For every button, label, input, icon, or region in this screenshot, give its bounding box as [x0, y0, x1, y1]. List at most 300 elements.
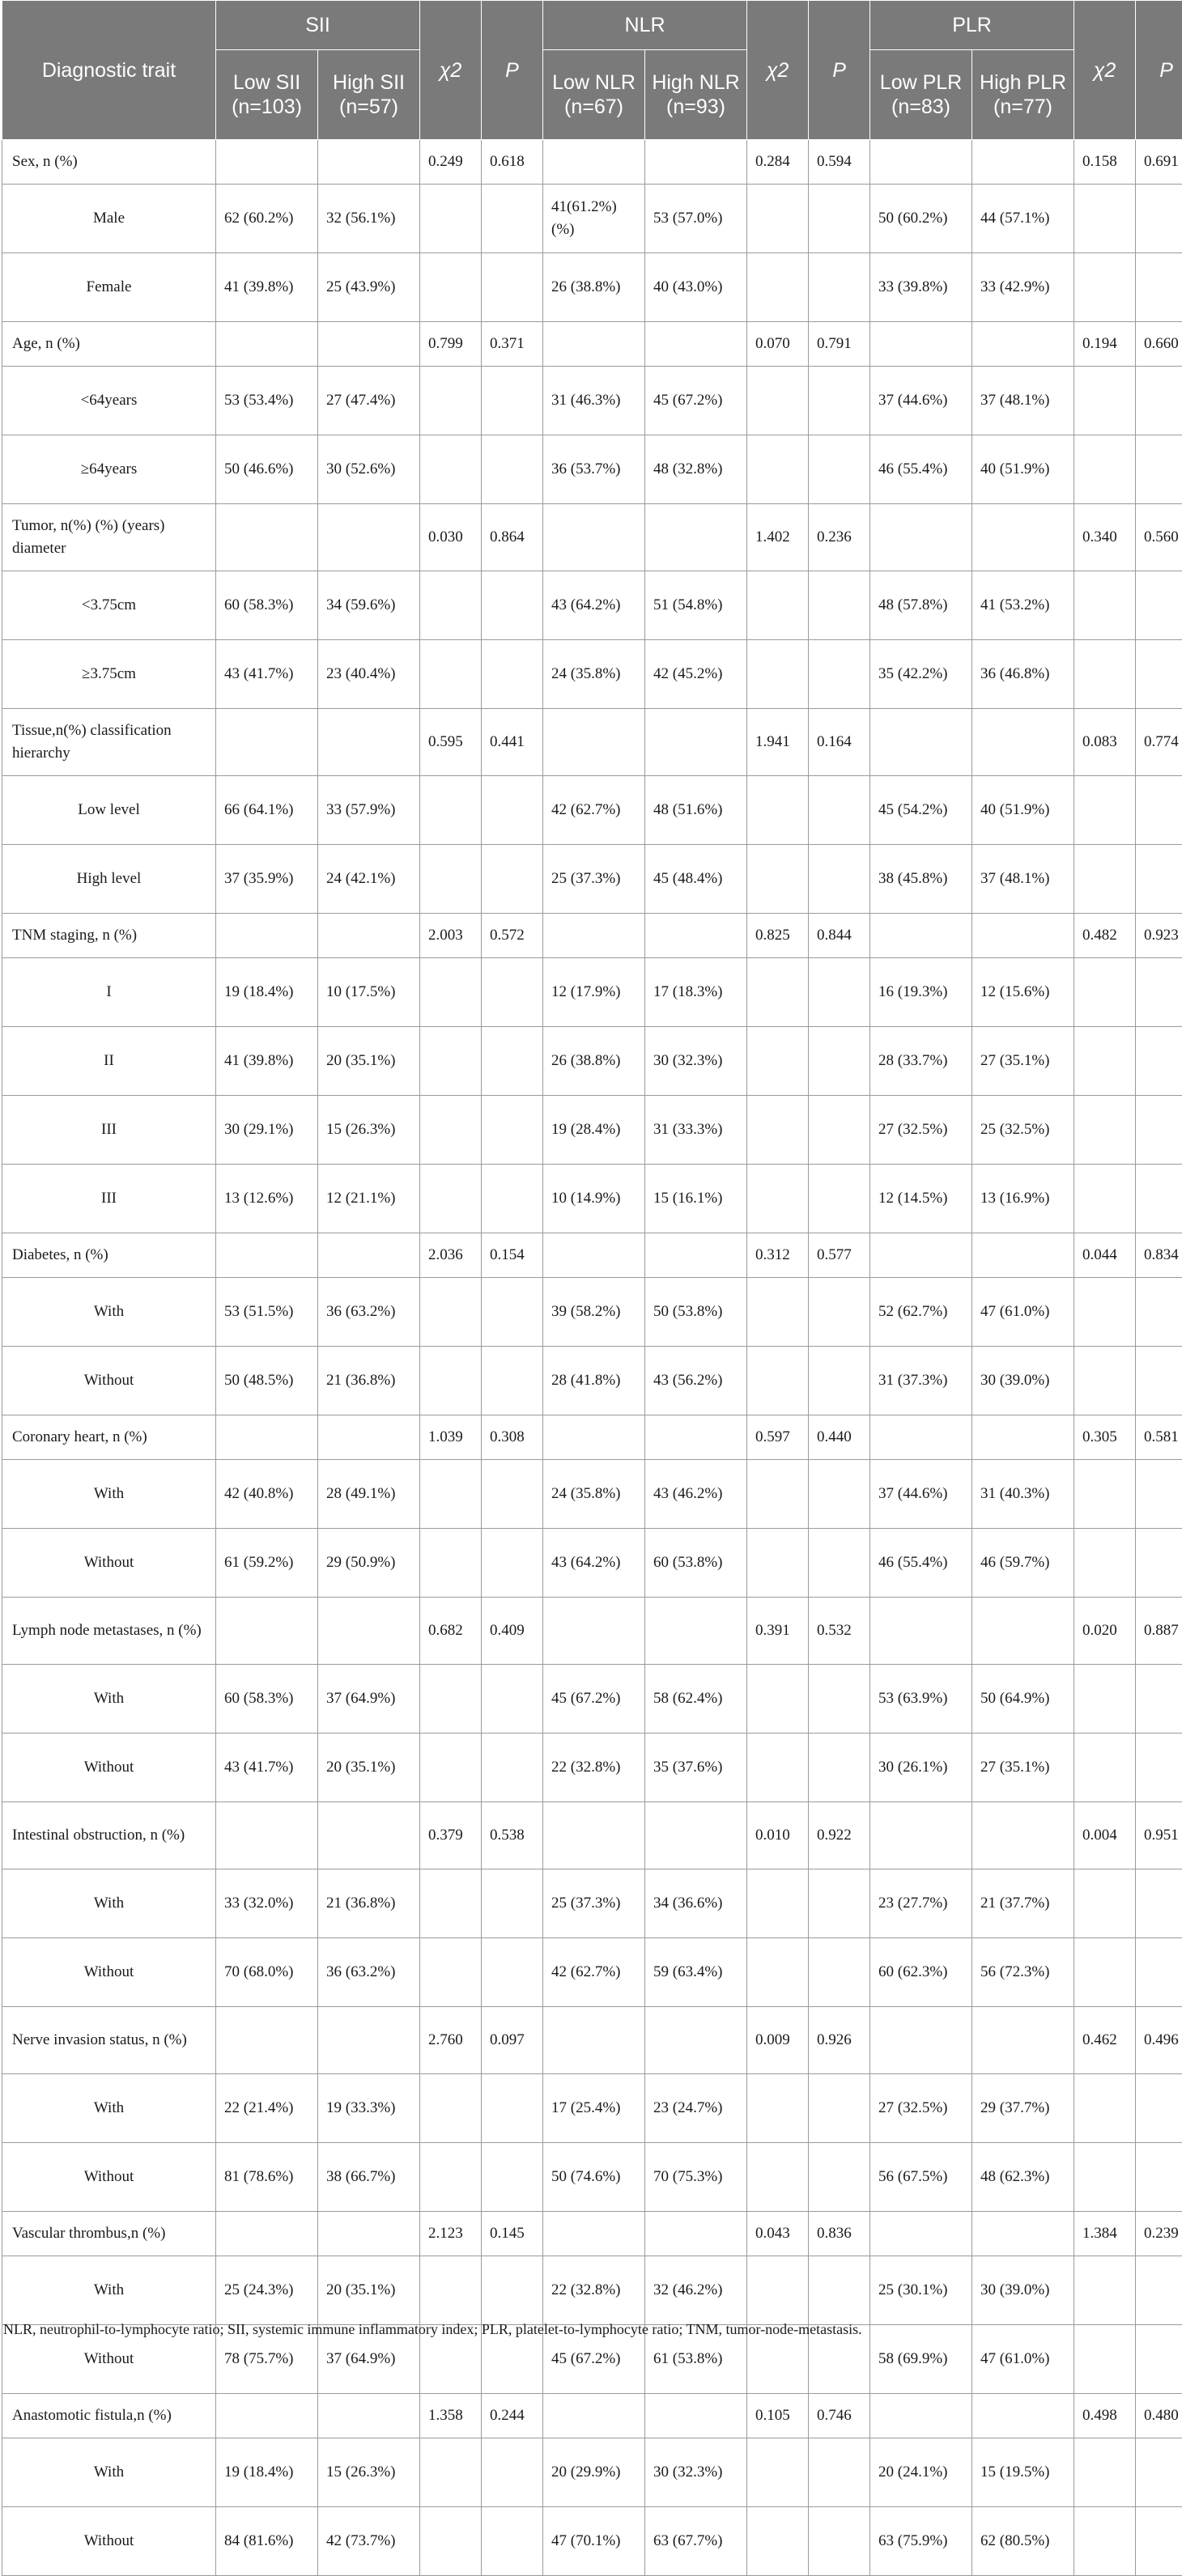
table-cell — [1074, 1027, 1136, 1096]
table-cell: 0.020 — [1074, 1598, 1136, 1665]
table-row-item — [2, 2507, 1182, 2576]
table-cell — [216, 2007, 318, 2074]
table-cell — [1074, 571, 1136, 640]
table-cell — [1074, 2507, 1136, 2576]
table-cell — [1074, 1869, 1136, 1938]
table-cell: 0.799 — [420, 322, 482, 367]
table-cell: 42 (40.8%) — [216, 1460, 318, 1529]
subcategory-label: With — [2, 1278, 216, 1347]
table-cell: 12 (14.5%) — [870, 1165, 972, 1233]
table-cell — [543, 2007, 645, 2074]
table-cell: 40 (51.9%) — [972, 776, 1074, 845]
table-cell: 0.682 — [420, 1598, 482, 1665]
table-cell: 48 (62.3%) — [972, 2143, 1074, 2212]
table-cell: 0.308 — [482, 1415, 543, 1460]
table-body — [2, 140, 1182, 2576]
subcategory-label: Without — [2, 2507, 216, 2576]
table-cell: 0.305 — [1074, 1415, 1136, 1460]
table-row-group — [2, 1415, 1182, 1460]
subcategory-label: II — [2, 1027, 216, 1096]
table-cell: 20 (35.1%) — [318, 2256, 420, 2325]
table-cell — [543, 1802, 645, 1869]
table-cell — [972, 1598, 1074, 1665]
table-cell — [318, 140, 420, 185]
table-cell: 19 (18.4%) — [216, 958, 318, 1027]
header-p: P — [809, 1, 870, 140]
table-cell — [1136, 1529, 1182, 1598]
table-cell: 0.595 — [420, 709, 482, 776]
trait-label: Tissue,n(%) classification hierarchy — [2, 709, 216, 776]
table-cell: 50 (74.6%) — [543, 2143, 645, 2212]
table-cell: 43 (41.7%) — [216, 640, 318, 709]
table-cell: 0.164 — [809, 709, 870, 776]
table-cell: 0.312 — [747, 1233, 809, 1278]
header-chi2: χ2 — [747, 1, 809, 140]
table-cell — [1074, 1938, 1136, 2007]
trait-label: Coronary heart, n (%) — [2, 1415, 216, 1460]
table-cell — [747, 1278, 809, 1347]
table-cell: 36 (63.2%) — [318, 1278, 420, 1347]
table-cell — [420, 2507, 482, 2576]
table-cell — [1136, 1096, 1182, 1165]
table-cell: 16 (19.3%) — [870, 958, 972, 1027]
table-cell — [543, 322, 645, 367]
table-cell — [1074, 1096, 1136, 1165]
table-cell: 50 (60.2%) — [870, 185, 972, 253]
table-cell: 15 (26.3%) — [318, 2438, 420, 2507]
table-cell: 0.236 — [809, 504, 870, 571]
table-cell: 0.371 — [482, 322, 543, 367]
table-cell: 43 (46.2%) — [645, 1460, 747, 1529]
table-cell — [482, 2143, 543, 2212]
table-cell — [1074, 958, 1136, 1027]
table-cell — [747, 435, 809, 504]
table-cell — [482, 1460, 543, 1529]
table-cell: 47 (61.0%) — [972, 1278, 1074, 1347]
table-cell — [1136, 1278, 1182, 1347]
table-row-group — [2, 2212, 1182, 2256]
table-cell: 13 (16.9%) — [972, 1165, 1074, 1233]
table-cell: 45 (67.2%) — [543, 2325, 645, 2394]
table-cell: 43 (64.2%) — [543, 1529, 645, 1598]
table-cell — [747, 776, 809, 845]
table-cell — [645, 1233, 747, 1278]
table-cell: 24 (42.1%) — [318, 845, 420, 914]
table-cell — [870, 914, 972, 958]
table-cell: 50 (53.8%) — [645, 1278, 747, 1347]
table-cell — [543, 504, 645, 571]
table-cell — [870, 1802, 972, 1869]
table-cell: 0.083 — [1074, 709, 1136, 776]
table-cell — [1074, 1529, 1136, 1598]
table-cell — [216, 1233, 318, 1278]
table-cell — [1136, 2438, 1182, 2507]
table-cell: 35 (37.6%) — [645, 1734, 747, 1802]
trait-label: Sex, n (%) — [2, 140, 216, 185]
table-cell — [420, 1938, 482, 2007]
header-high-nlr: High NLR (n=93) — [645, 50, 747, 140]
table-cell: 33 (42.9%) — [972, 253, 1074, 322]
table-cell: 37 (44.6%) — [870, 1460, 972, 1529]
table-cell: 2.003 — [420, 914, 482, 958]
table-cell: 42 (62.7%) — [543, 776, 645, 845]
table-cell: 42 (73.7%) — [318, 2507, 420, 2576]
table-cell: 25 (32.5%) — [972, 1096, 1074, 1165]
table-cell: 1.384 — [1074, 2212, 1136, 2256]
table-cell — [870, 2394, 972, 2438]
table-cell — [1136, 1165, 1182, 1233]
table-cell — [870, 322, 972, 367]
table-cell — [482, 253, 543, 322]
table-cell — [1136, 185, 1182, 253]
table-cell — [420, 1347, 482, 1415]
table-cell — [318, 709, 420, 776]
table-cell: 0.774 — [1136, 709, 1182, 776]
table-cell: 0.154 — [482, 1233, 543, 1278]
table-cell: 0.043 — [747, 2212, 809, 2256]
table-cell — [1074, 1278, 1136, 1347]
table-row-item — [2, 571, 1182, 640]
table-cell — [1074, 640, 1136, 709]
table-cell — [543, 140, 645, 185]
table-cell — [747, 253, 809, 322]
table-cell: 42 (45.2%) — [645, 640, 747, 709]
table-cell — [420, 1278, 482, 1347]
table-cell — [1136, 776, 1182, 845]
header-high-sii: High SII (n=57) — [318, 50, 420, 140]
table-cell — [1136, 1869, 1182, 1938]
table-cell — [747, 2256, 809, 2325]
table-cell: 53 (53.4%) — [216, 367, 318, 435]
trait-label: Age, n (%) — [2, 322, 216, 367]
table-cell: 42 (62.7%) — [543, 1938, 645, 2007]
table-cell: 0.441 — [482, 709, 543, 776]
table-row-item — [2, 435, 1182, 504]
table-cell — [1136, 1665, 1182, 1734]
table-cell — [747, 1734, 809, 1802]
table-cell: 45 (54.2%) — [870, 776, 972, 845]
table-cell — [809, 253, 870, 322]
table-cell: 63 (67.7%) — [645, 2507, 747, 2576]
table-cell — [1074, 776, 1136, 845]
table-cell: 0.194 — [1074, 322, 1136, 367]
table-cell — [318, 2007, 420, 2074]
table-cell: 59 (63.4%) — [645, 1938, 747, 2007]
table-cell: 81 (78.6%) — [216, 2143, 318, 2212]
table-cell — [420, 1529, 482, 1598]
table-cell: 29 (37.7%) — [972, 2074, 1074, 2143]
table-cell — [747, 2074, 809, 2143]
table-cell: 12 (17.9%) — [543, 958, 645, 1027]
table-cell: 17 (18.3%) — [645, 958, 747, 1027]
table-cell: 0.581 — [1136, 1415, 1182, 1460]
subcategory-label: With — [2, 1460, 216, 1529]
table-cell — [972, 504, 1074, 571]
table-cell: 44 (57.1%) — [972, 185, 1074, 253]
table-cell — [543, 2394, 645, 2438]
table-cell — [420, 2074, 482, 2143]
table-cell — [543, 2212, 645, 2256]
table-cell: 0.926 — [809, 2007, 870, 2074]
table-cell — [420, 2256, 482, 2325]
table-cell — [482, 845, 543, 914]
table-cell — [543, 914, 645, 958]
table-cell — [216, 140, 318, 185]
table-cell — [870, 2007, 972, 2074]
table-row-item — [2, 1665, 1182, 1734]
table-cell: 58 (69.9%) — [870, 2325, 972, 2394]
table-cell: 25 (37.3%) — [543, 845, 645, 914]
table-cell — [645, 2007, 747, 2074]
table-cell: 21 (36.8%) — [318, 1347, 420, 1415]
subcategory-label: ≥64years — [2, 435, 216, 504]
table-cell: 43 (64.2%) — [543, 571, 645, 640]
header-diagnostic-trait: Diagnostic trait — [2, 1, 216, 140]
table-cell: 31 (37.3%) — [870, 1347, 972, 1415]
table-cell — [747, 1938, 809, 2007]
table-cell — [216, 914, 318, 958]
table-cell — [809, 1938, 870, 2007]
table-cell: 36 (63.2%) — [318, 1938, 420, 2007]
table-cell: 34 (36.6%) — [645, 1869, 747, 1938]
table-cell: 60 (58.3%) — [216, 1665, 318, 1734]
table-cell — [1136, 640, 1182, 709]
table-cell — [482, 958, 543, 1027]
table-cell — [747, 1165, 809, 1233]
table-cell — [645, 1415, 747, 1460]
table-cell — [420, 2143, 482, 2212]
table-cell — [747, 1027, 809, 1096]
table-cell: 29 (50.9%) — [318, 1529, 420, 1598]
table-cell — [645, 2394, 747, 2438]
table-row-item — [2, 253, 1182, 322]
table-cell: 46 (55.4%) — [870, 435, 972, 504]
table-cell — [1074, 367, 1136, 435]
table-cell: 43 (41.7%) — [216, 1734, 318, 1802]
table-cell: 84 (81.6%) — [216, 2507, 318, 2576]
table-cell: 60 (62.3%) — [870, 1938, 972, 2007]
table-cell: 63 (75.9%) — [870, 2507, 972, 2576]
table-cell — [318, 1598, 420, 1665]
table-cell: 38 (45.8%) — [870, 845, 972, 914]
table-cell: 56 (67.5%) — [870, 2143, 972, 2212]
table-cell: 37 (35.9%) — [216, 845, 318, 914]
table-cell — [747, 1347, 809, 1415]
table-cell — [747, 1665, 809, 1734]
table-row-item — [2, 1938, 1182, 2007]
table-cell: 36 (53.7%) — [543, 435, 645, 504]
table-cell: 50 (64.9%) — [972, 1665, 1074, 1734]
table-cell — [543, 709, 645, 776]
table-cell — [482, 776, 543, 845]
table-cell: 27 (32.5%) — [870, 1096, 972, 1165]
table-cell — [747, 1869, 809, 1938]
table-cell: 48 (51.6%) — [645, 776, 747, 845]
header-low-nlr: Low NLR (n=67) — [543, 50, 645, 140]
subcategory-label: With — [2, 2074, 216, 2143]
table-cell — [482, 1869, 543, 1938]
table-cell — [420, 367, 482, 435]
table-cell — [1136, 1938, 1182, 2007]
table-row-item — [2, 2143, 1182, 2212]
table-row-item — [2, 2074, 1182, 2143]
table-cell: 0.844 — [809, 914, 870, 958]
table-cell: 39 (58.2%) — [543, 1278, 645, 1347]
table-row-item — [2, 1460, 1182, 1529]
table-cell — [972, 1802, 1074, 1869]
table-cell: 60 (53.8%) — [645, 1529, 747, 1598]
table-cell — [482, 1027, 543, 1096]
subcategory-label: Male — [2, 185, 216, 253]
data-table — [2, 0, 1182, 2576]
table-cell — [482, 1096, 543, 1165]
table-cell — [809, 571, 870, 640]
subcategory-label: With — [2, 1869, 216, 1938]
table-cell: 15 (19.5%) — [972, 2438, 1074, 2507]
header-group-plr: PLR — [870, 1, 1074, 50]
table-cell: 40 (51.9%) — [972, 435, 1074, 504]
table-row-item — [2, 1165, 1182, 1233]
table-cell — [318, 1233, 420, 1278]
table-cell — [809, 958, 870, 1027]
table-row-group — [2, 709, 1182, 776]
table-cell — [972, 322, 1074, 367]
table-cell — [1074, 845, 1136, 914]
table-cell: 19 (33.3%) — [318, 2074, 420, 2143]
table-cell: 61 (53.8%) — [645, 2325, 747, 2394]
table-cell — [420, 776, 482, 845]
table-row-group — [2, 2007, 1182, 2074]
table-cell: 0.249 — [420, 140, 482, 185]
table-cell: 0.691 — [1136, 140, 1182, 185]
table-cell: 2.760 — [420, 2007, 482, 2074]
table-cell — [645, 1802, 747, 1869]
table-row-item — [2, 2256, 1182, 2325]
table-cell: 47 (70.1%) — [543, 2507, 645, 2576]
table-cell: 28 (41.8%) — [543, 1347, 645, 1415]
table-cell — [1074, 1734, 1136, 1802]
table-cell — [809, 845, 870, 914]
table-cell — [1074, 1460, 1136, 1529]
subcategory-label: Without — [2, 2325, 216, 2394]
header-p: P — [482, 1, 543, 140]
table-cell: 0.030 — [420, 504, 482, 571]
table-cell — [870, 1415, 972, 1460]
table-cell — [645, 322, 747, 367]
table-cell: 19 (28.4%) — [543, 1096, 645, 1165]
subcategory-label: Without — [2, 2143, 216, 2212]
table-cell — [809, 2074, 870, 2143]
table-cell — [972, 2394, 1074, 2438]
table-cell: 24 (35.8%) — [543, 640, 645, 709]
table-cell: 0.145 — [482, 2212, 543, 2256]
table-cell: 0.379 — [420, 1802, 482, 1869]
header-high-plr: High PLR (n=77) — [972, 50, 1074, 140]
table-row-item — [2, 1027, 1182, 1096]
table-cell: 21 (37.7%) — [972, 1869, 1074, 1938]
table-cell — [747, 958, 809, 1027]
table-cell — [1136, 367, 1182, 435]
subcategory-label: Female — [2, 253, 216, 322]
table-cell — [1136, 253, 1182, 322]
table-cell — [809, 1460, 870, 1529]
table-cell: 0.462 — [1074, 2007, 1136, 2074]
table-cell — [216, 1802, 318, 1869]
table-cell: 70 (75.3%) — [645, 2143, 747, 2212]
table-cell: 0.391 — [747, 1598, 809, 1665]
table-cell — [747, 2507, 809, 2576]
table-cell: 30 (26.1%) — [870, 1734, 972, 1802]
table-cell: 0.746 — [809, 2394, 870, 2438]
table-cell — [809, 2438, 870, 2507]
table-cell — [318, 504, 420, 571]
table-cell — [747, 1529, 809, 1598]
header-p: P — [1136, 1, 1182, 140]
table-row-group — [2, 1802, 1182, 1869]
table-cell — [420, 1165, 482, 1233]
table-cell — [645, 140, 747, 185]
table-header — [2, 1, 1182, 140]
table-cell: 45 (67.2%) — [645, 367, 747, 435]
table-cell: 47 (61.0%) — [972, 2325, 1074, 2394]
table-cell: 0.538 — [482, 1802, 543, 1869]
table-cell: 2.123 — [420, 2212, 482, 2256]
table-cell: 25 (24.3%) — [216, 2256, 318, 2325]
table-cell: 41 (53.2%) — [972, 571, 1074, 640]
trait-label: Nerve invasion status, n (%) — [2, 2007, 216, 2074]
table-cell: 20 (35.1%) — [318, 1734, 420, 1802]
table-cell: 31 (33.3%) — [645, 1096, 747, 1165]
table-cell — [482, 1734, 543, 1802]
table-cell — [809, 776, 870, 845]
table-cell — [216, 322, 318, 367]
table-cell — [482, 1665, 543, 1734]
table-cell: 24 (35.8%) — [543, 1460, 645, 1529]
table-cell — [809, 2507, 870, 2576]
table-cell: 25 (43.9%) — [318, 253, 420, 322]
table-cell: 0.070 — [747, 322, 809, 367]
table-cell: 0.009 — [747, 2007, 809, 2074]
table-cell — [420, 2438, 482, 2507]
table-row-group — [2, 2394, 1182, 2438]
table-cell: 0.004 — [1074, 1802, 1136, 1869]
table-cell — [747, 640, 809, 709]
table-cell: 37 (48.1%) — [972, 367, 1074, 435]
table-cell: 0.482 — [1074, 914, 1136, 958]
table-cell: 45 (67.2%) — [543, 1665, 645, 1734]
table-cell — [482, 2507, 543, 2576]
table-cell — [1136, 1734, 1182, 1802]
table-cell: 32 (46.2%) — [645, 2256, 747, 2325]
table-cell — [216, 1598, 318, 1665]
table-cell: 31 (40.3%) — [972, 1460, 1074, 1529]
subcategory-label: <3.75cm — [2, 571, 216, 640]
table-cell: 25 (37.3%) — [543, 1869, 645, 1938]
table-cell: 41 (39.8%) — [216, 1027, 318, 1096]
table-row-item — [2, 640, 1182, 709]
table-row-item — [2, 1529, 1182, 1598]
table-cell — [482, 2256, 543, 2325]
table-row-group — [2, 140, 1182, 185]
table-cell: 26 (38.8%) — [543, 253, 645, 322]
table-cell — [1074, 2325, 1136, 2394]
table-cell — [420, 253, 482, 322]
table-cell: 20 (29.9%) — [543, 2438, 645, 2507]
table-cell: 0.480 — [1136, 2394, 1182, 2438]
table-cell — [1136, 2507, 1182, 2576]
table-cell — [1074, 1665, 1136, 1734]
table-row-item — [2, 185, 1182, 253]
